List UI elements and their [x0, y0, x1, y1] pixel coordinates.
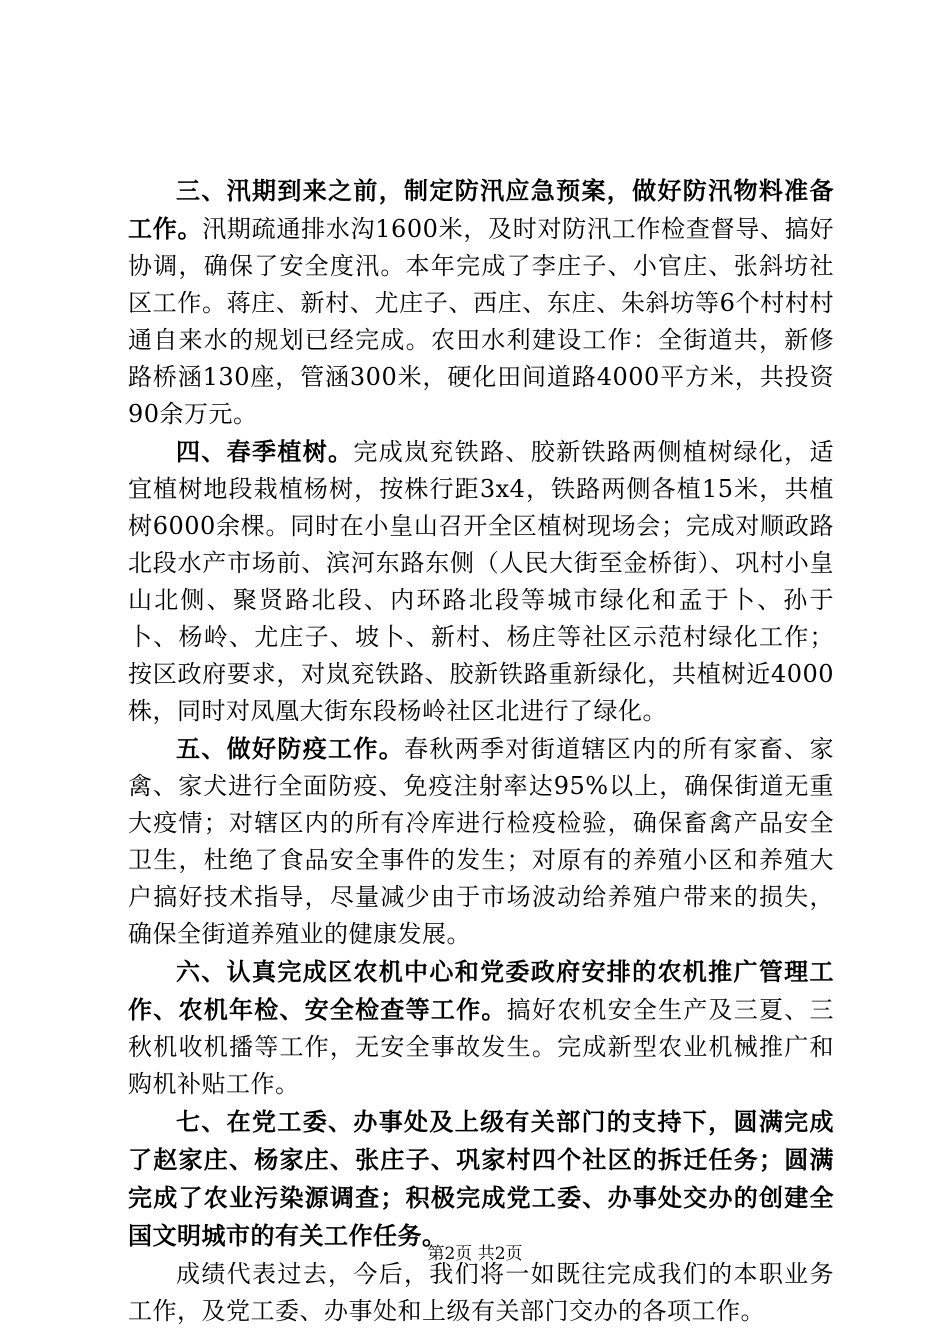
paragraph-demolition-tasks — [128, 1103, 834, 1255]
paragraph-text: 成绩代表过去，今后，我们将一如既往完成我们的本职业务工作，及党工委、办事处和上级有关部门交办的各项工作。 — [128, 1260, 834, 1325]
paragraph-text: 搞好农机安全生产及三夏、三秋机收机播等工作，无安全事故发生。完成新型农业机械推广和购机补贴工作。 — [128, 996, 835, 1098]
paragraph-text: 春秋两季对街道辖区内的所有家畜、家禽、家犬进行全面防疫、免疫注射率达95%以上，确保街道无重大疫情；对辖区内的所有冷库进行检疫检验，确保畜禽产品安全卫生，杜绝了食品安全事件的发生；对原有的养殖小区和养殖大户搞好技术指导，尽量减少由于市场波动给养殖户带来的损失，确保全街道养殖业的健康发展。 — [128, 735, 835, 948]
page-number-footer: 第2页 共2页 — [427, 1244, 523, 1264]
paragraph-heading: 五、做好防疫工作。 — [176, 734, 405, 763]
paragraph-text: 汛期疏通排水沟1600米，及时对防汛工作检查督导、搞好协调，确保了安全度汛。本年完成了李庄子、小官庄、张斜坊社区工作。蒋庄、新村、尤庄子、西庄、东庄、朱斜坊等6个村村村通自来水的规划已经完成。农田水利建设工作：全街道共，新修路桥涵130座，管涵300米，硬化田间道路4000平方米，共投资90余万元。 — [128, 215, 835, 428]
document-body — [128, 172, 834, 1330]
paragraph-heading: 四、春季植树。 — [176, 437, 354, 466]
paragraph-heading: 三、汛期到来之前，制定防汛应急预案，做好防汛物料准备工作。 — [128, 176, 834, 243]
paragraph-heading: 六、认真完成区农机中心和党委政府安排的农机推广管理工作、农机年检、安全检查等工作。 — [128, 957, 834, 1024]
paragraph-epidemic-prevention — [128, 730, 834, 953]
paragraph-flood-prevention — [128, 172, 834, 433]
paragraph-agricultural-machinery — [128, 953, 834, 1103]
paragraph-text: 完成岚兖铁路、胶新铁路两侧植树绿化，适宜植树地段栽植杨树，按株行距3x4，铁路两侧各植15米，共植树6000余棵。同时在小皇山召开全区植树现场会；完成对顺政路北段水产市场前、滨河东路东侧（人民大街至金桥街）、巩村小皇山北侧、聚贤路北段、内环路北段等城市绿化和孟于卜、孙于卜、杨岭、尤庄子、坡卜、新村、杨庄等社区示范村绿化工作；按区政府要求，对岚兖铁路、胶新铁路重新绿化，共植树近4000株，同时对凤凰大街东段杨岭社区北进行了绿化。 — [128, 438, 835, 725]
paragraph-heading: 七、在党工委、办事处及上级有关部门的支持下，圆满完成了赵家庄、杨家庄、张庄子、巩家村四个社区的拆迁任务；圆满完成了农业污染源调查；积极完成党工委、办事处交办的创建全国文明城市的有关工作任务。 — [128, 1107, 834, 1250]
paragraph-conclusion — [128, 1255, 834, 1330]
paragraph-spring-planting — [128, 433, 834, 730]
